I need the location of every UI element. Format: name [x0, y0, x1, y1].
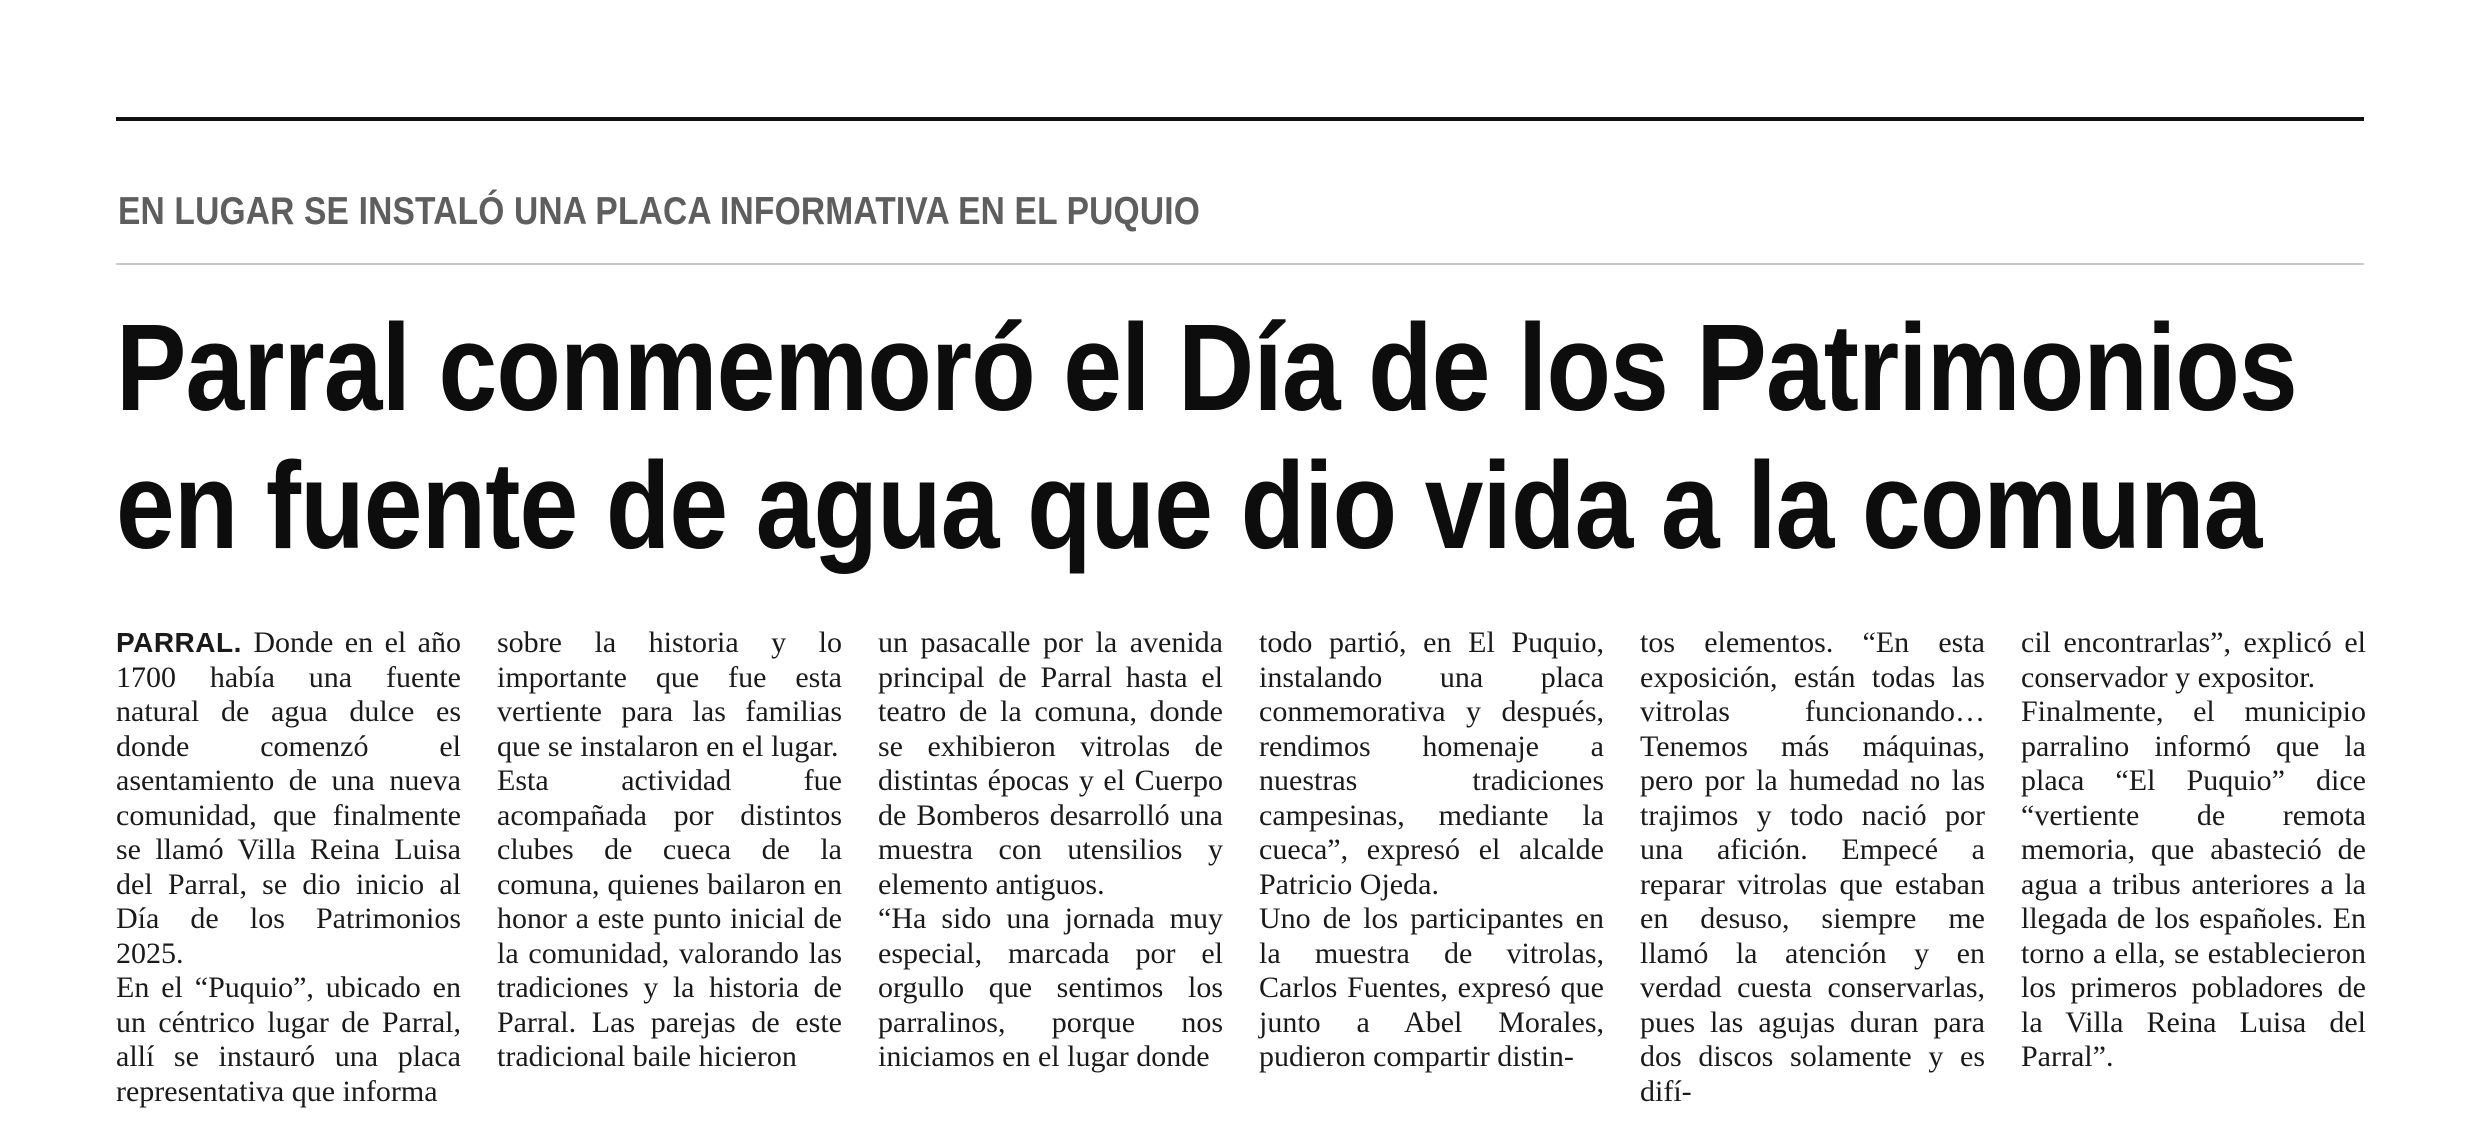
kicker: EN LUGAR SE INSTALÓ UNA PLACA INFORMATIVA EN EL PUQUIO — [118, 190, 1200, 233]
headline-line-1: Parral conmemoró el Día de los Patrimonios — [116, 300, 2297, 437]
column-3 — [878, 626, 1223, 1075]
top-rule — [116, 117, 2364, 121]
paragraph — [116, 626, 461, 971]
column-5 — [1640, 626, 1985, 1109]
kicker-divider — [116, 263, 2364, 265]
column-4 — [1259, 626, 1604, 1075]
paragraph: “Ha sido una jornada muy especial, marcada por el orgullo que sentimos los parralinos, porque nos iniciamos en el lugar donde — [878, 902, 1223, 1073]
headline — [116, 300, 2297, 576]
paragraph: En el “Puquio”, ubicado en un céntrico lugar de Parral, allí se instauró una placa representativa que informa — [116, 971, 461, 1108]
paragraph: tos elementos. “En esta exposición, están todas las vitrolas funcionando… Tenemos más máquinas, pero por la humedad no las trajimos y todo nació por una afición. Empecé a reparar vitrolas que estaban en desuso, siempre me llamó la atención y en verdad cuesta conservarlas, pues las agujas duran para dos discos solamente y es difí- — [1640, 626, 1985, 1108]
paragraph: todo partió, en El Puquio, instalando una placa conmemorativa y después, rendimos homenaje a nuestras tradiciones campesinas, mediante la cueca”, expresó el alcalde Patricio Ojeda. — [1259, 626, 1604, 901]
paragraph: Uno de los participantes en la muestra de vitrolas, Carlos Fuentes, expresó que junto a Abel Morales, pudieron compartir distin- — [1259, 902, 1604, 1073]
column-1 — [116, 626, 461, 1109]
column-2 — [497, 626, 842, 1075]
paragraph: un pasacalle por la avenida principal de Parral hasta el teatro de la comuna, donde se exhibieron vitrolas de distintas épocas y el Cuerpo de Bomberos desarrolló una muestra con utensilios y elemento antiguos. — [878, 626, 1223, 901]
paragraph: sobre la historia y lo importante que fue esta vertiente para las familias que se instalaron en el lugar. — [497, 626, 842, 763]
paragraph: Finalmente, el municipio parralino informó que la placa “El Puquio” dice “vertiente de remota memoria, que abasteció de agua a tribus anteriores a la llegada de los españoles. En torno a ella, se establecieron los primeros pobladores de la Villa Reina Luisa del Parral”. — [2021, 695, 2366, 1073]
dateline: PARRAL. — [116, 627, 242, 658]
paragraph: cil encontrarlas”, explicó el conservador y expositor. — [2021, 626, 2366, 694]
paragraph: Esta actividad fue acompañada por distintos clubes de cueca de la comuna, quienes bailaron en honor a este punto inicial de la comunidad, valorando las tradiciones y la historia de Parral. Las parejas de este tradicional baile hicieron — [497, 764, 842, 1073]
column-6 — [2021, 626, 2366, 1075]
headline-line-2: en fuente de agua que dio vida a la comuna — [116, 438, 2262, 575]
paragraph-text: Donde en el año 1700 había una fuente natural de agua dulce es donde comenzó el asentamiento de una nueva comunidad, que finalmente se llamó Villa Reina Luisa del Parral, se dio inicio al Día de los Patrimonios 2025. — [116, 626, 461, 970]
